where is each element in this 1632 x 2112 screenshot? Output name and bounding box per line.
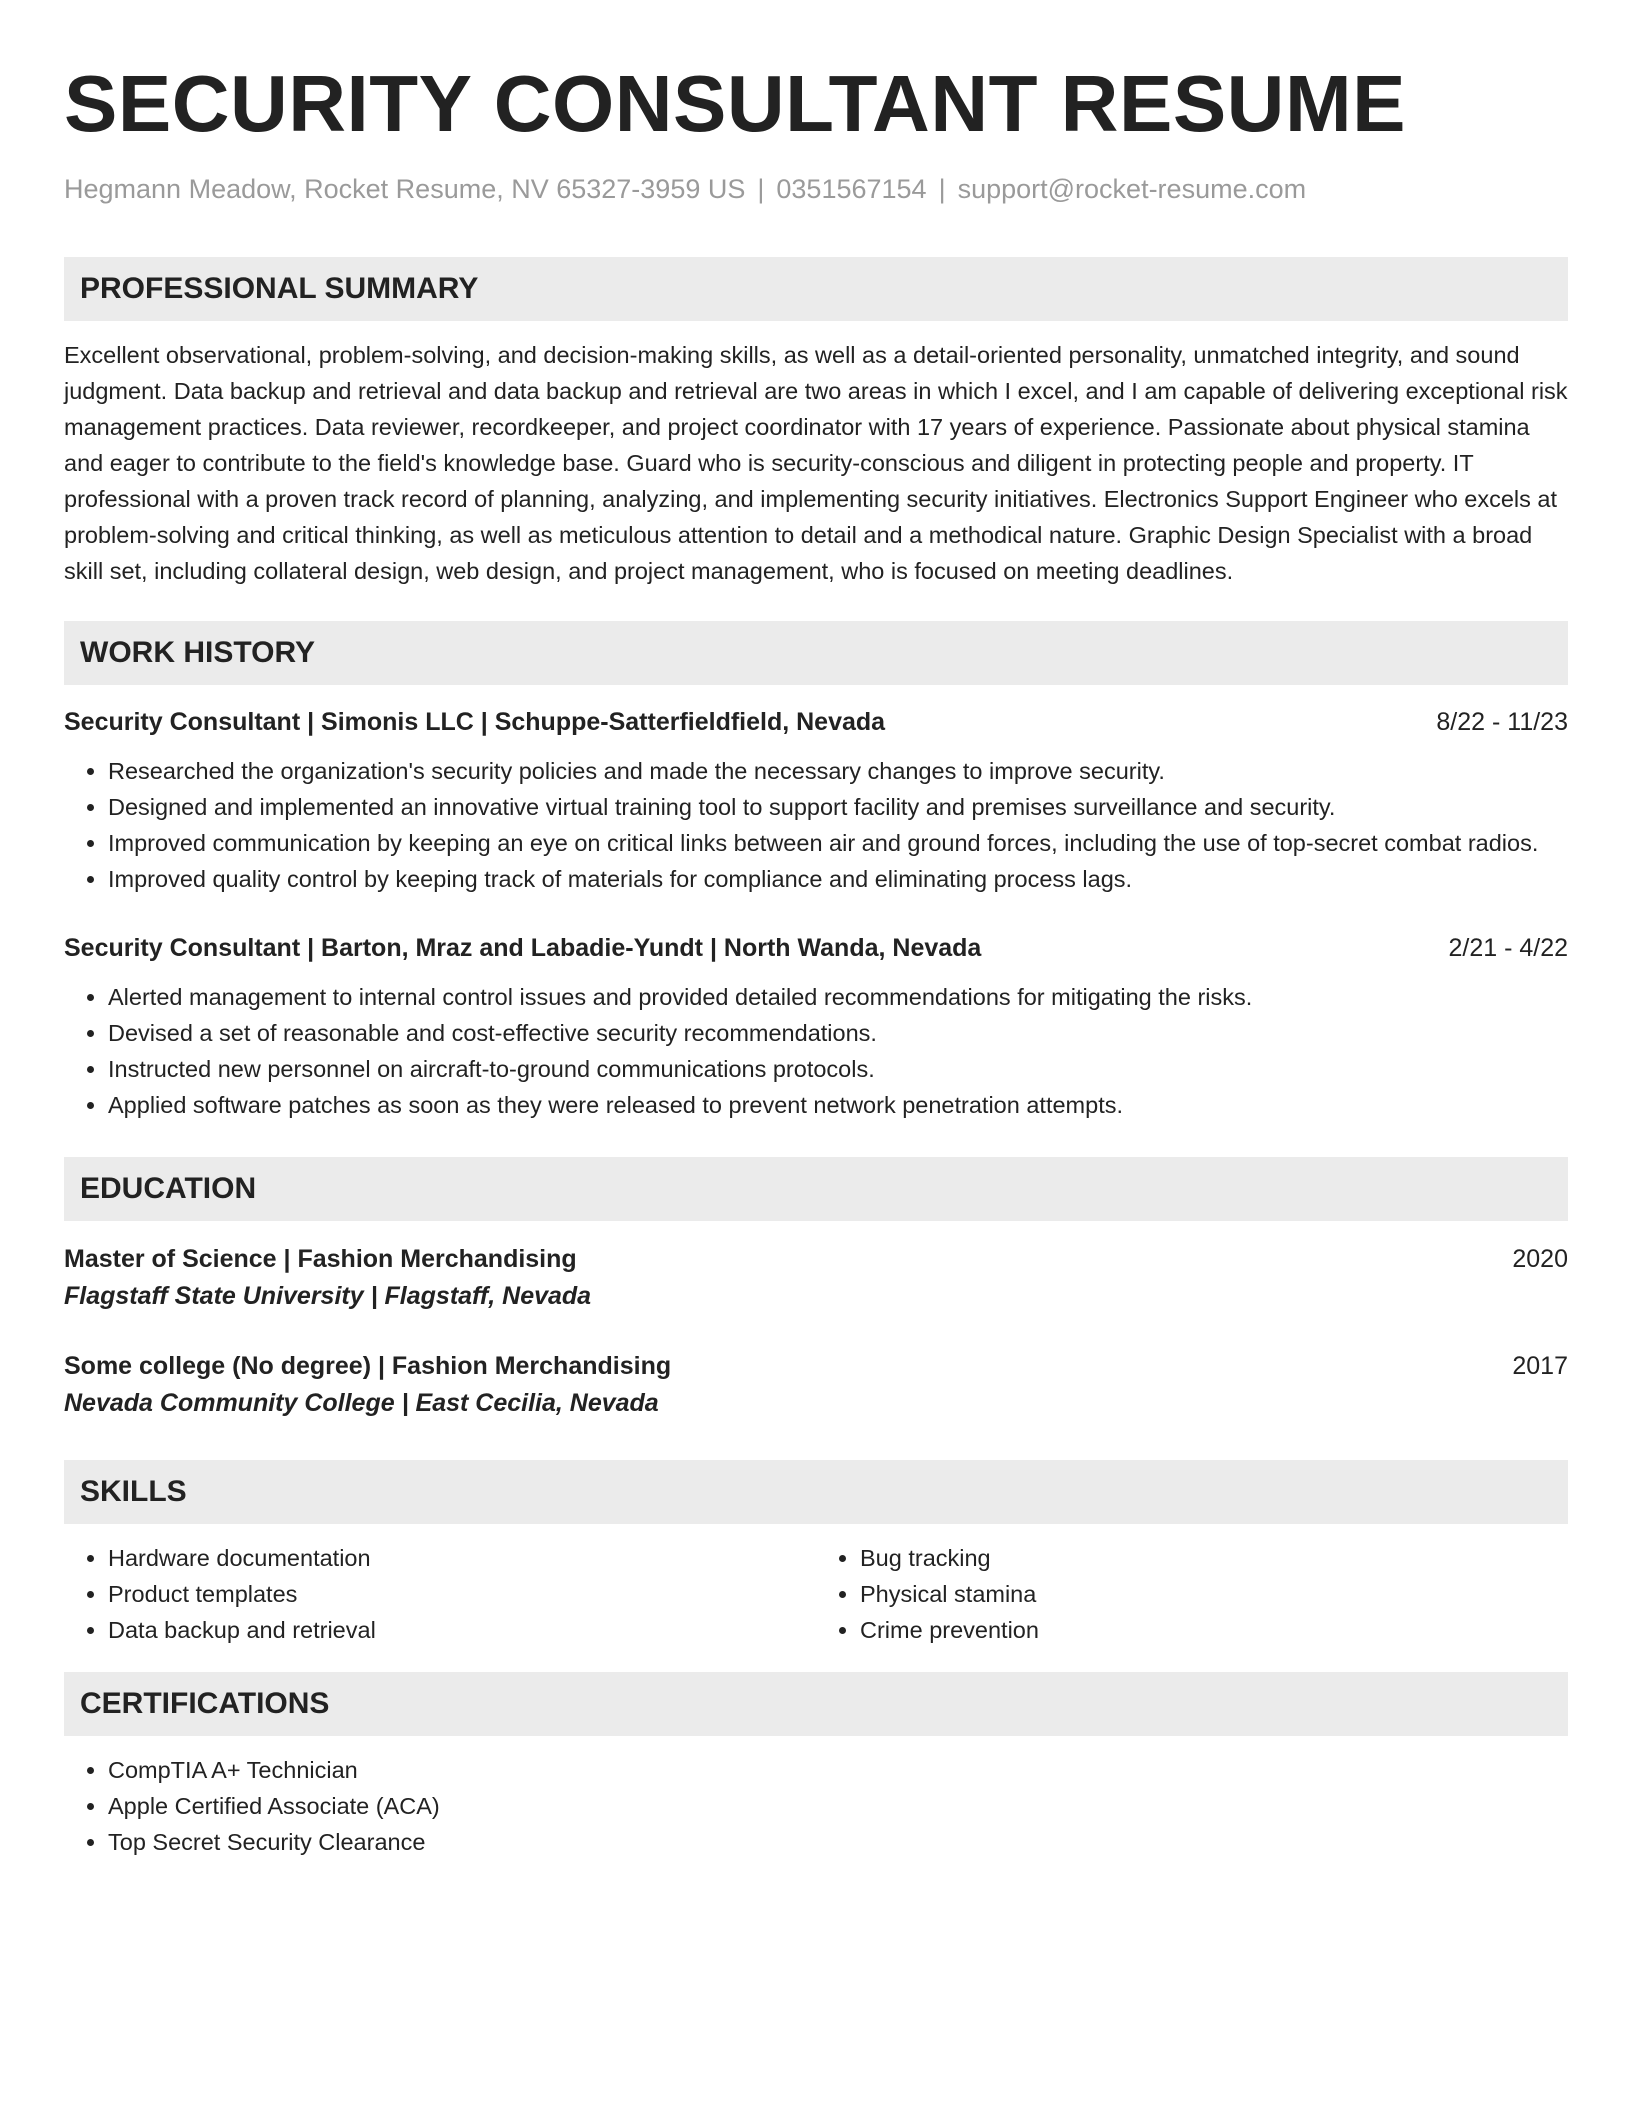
job-title: Security Consultant | Simonis LLC | Schuppe-Satterfieldfield, Nevada <box>64 708 886 736</box>
job-bullet: • Improved quality control by keeping track of materials for compliance and eliminating process lags. <box>108 861 1568 897</box>
education-entry <box>64 1241 1568 1315</box>
job-bullet-list <box>64 753 1568 897</box>
section-header-education: EDUCATION <box>64 1157 1568 1221</box>
education-year: 2020 <box>1512 1245 1568 1273</box>
job-bullet: • Improved communication by keeping an eye on critical links between air and ground forces, including the use of top-secret combat radios. <box>108 825 1568 861</box>
job-entry <box>64 705 1568 897</box>
contact-phone: 0351567154 <box>776 174 927 204</box>
skill-item: • Product templates <box>108 1576 816 1612</box>
contact-address: Hegmann Meadow, Rocket Resume, NV 65327-3959 US <box>64 174 746 204</box>
education-degree: Some college (No degree) | Fashion Merchandising <box>64 1352 672 1380</box>
job-entry <box>64 931 1568 1123</box>
education-school: Flagstaff State University | Flagstaff, Nevada <box>64 1282 592 1310</box>
contact-separator: | <box>938 174 946 204</box>
job-bullet: • Applied software patches as soon as they were released to prevent network penetration attempts. <box>108 1087 1568 1123</box>
skills-list-right <box>816 1540 1568 1648</box>
job-bullet: • Designed and implemented an innovative virtual training tool to support facility and premises surveillance and security. <box>108 789 1568 825</box>
job-dates: 2/21 - 4/22 <box>1448 934 1568 962</box>
contact-separator: | <box>757 174 765 204</box>
section-header-skills: SKILLS <box>64 1460 1568 1524</box>
job-bullet: • Devised a set of reasonable and cost-effective security recommendations. <box>108 1015 1568 1051</box>
job-bullet: • Instructed new personnel on aircraft-to-ground communications protocols. <box>108 1051 1568 1087</box>
education-header-row <box>64 1348 1568 1384</box>
job-dates: 8/22 - 11/23 <box>1436 708 1568 736</box>
job-header-row <box>64 705 1568 739</box>
contact-email: support@rocket-resume.com <box>957 174 1307 204</box>
job-bullet: • Researched the organization's security policies and made the necessary changes to improve security. <box>108 753 1568 789</box>
skill-item: • Hardware documentation <box>108 1540 816 1576</box>
certification-item: • CompTIA A+ Technician <box>108 1752 1568 1788</box>
job-header-row <box>64 931 1568 965</box>
certification-item: • Top Secret Security Clearance <box>108 1824 1568 1860</box>
skill-item: • Data backup and retrieval <box>108 1612 816 1648</box>
job-bullet-list <box>64 979 1568 1123</box>
section-header-summary: PROFESSIONAL SUMMARY <box>64 257 1568 321</box>
skill-item: • Physical stamina <box>860 1576 1568 1612</box>
certification-item: • Apple Certified Associate (ACA) <box>108 1788 1568 1824</box>
job-title: Security Consultant | Barton, Mraz and Labadie-Yundt | North Wanda, Nevada <box>64 934 982 962</box>
section-header-work-history: WORK HISTORY <box>64 621 1568 685</box>
skill-item: • Bug tracking <box>860 1540 1568 1576</box>
skills-list-left <box>64 1540 816 1648</box>
job-bullet: • Alerted management to internal control issues and provided detailed recommendations for mitigating the risks. <box>108 979 1568 1015</box>
section-header-certifications: CERTIFICATIONS <box>64 1672 1568 1736</box>
education-year: 2017 <box>1512 1352 1568 1380</box>
skill-item: • Crime prevention <box>860 1612 1568 1648</box>
contact-line <box>64 172 1568 206</box>
certifications-list <box>64 1752 1568 1860</box>
summary-text: Excellent observational, problem-solving, and decision-making skills, as well as a detail-oriented personality, unmatched integrity, and sound judgment. Data backup and retrieval and data backup and retrieval are two areas in which I excel, and I am capable of delivering exceptional risk management practices. Data reviewer, recordkeeper, and project coordinator with 17 years of experience. Passionate about physical stamina and eager to contribute to the field's knowledge base. Guard who is security-conscious and diligent in protecting people and property. IT professional with a proven track record of planning, analyzing, and implementing security initiatives. Electronics Support Engineer who excels at problem-solving and critical thinking, as well as meticulous attention to detail and a methodical nature. Graphic Design Specialist with a broad skill set, including collateral design, web design, and project management, who is focused on meeting deadlines. <box>64 342 1568 584</box>
resume-title: SECURITY CONSULTANT RESUME <box>64 59 1406 148</box>
education-header-row <box>64 1241 1568 1277</box>
education-degree: Master of Science | Fashion Merchandising <box>64 1245 577 1273</box>
skills-grid <box>64 1540 1568 1648</box>
education-entry <box>64 1348 1568 1422</box>
education-school: Nevada Community College | East Cecilia, Nevada <box>64 1389 659 1417</box>
